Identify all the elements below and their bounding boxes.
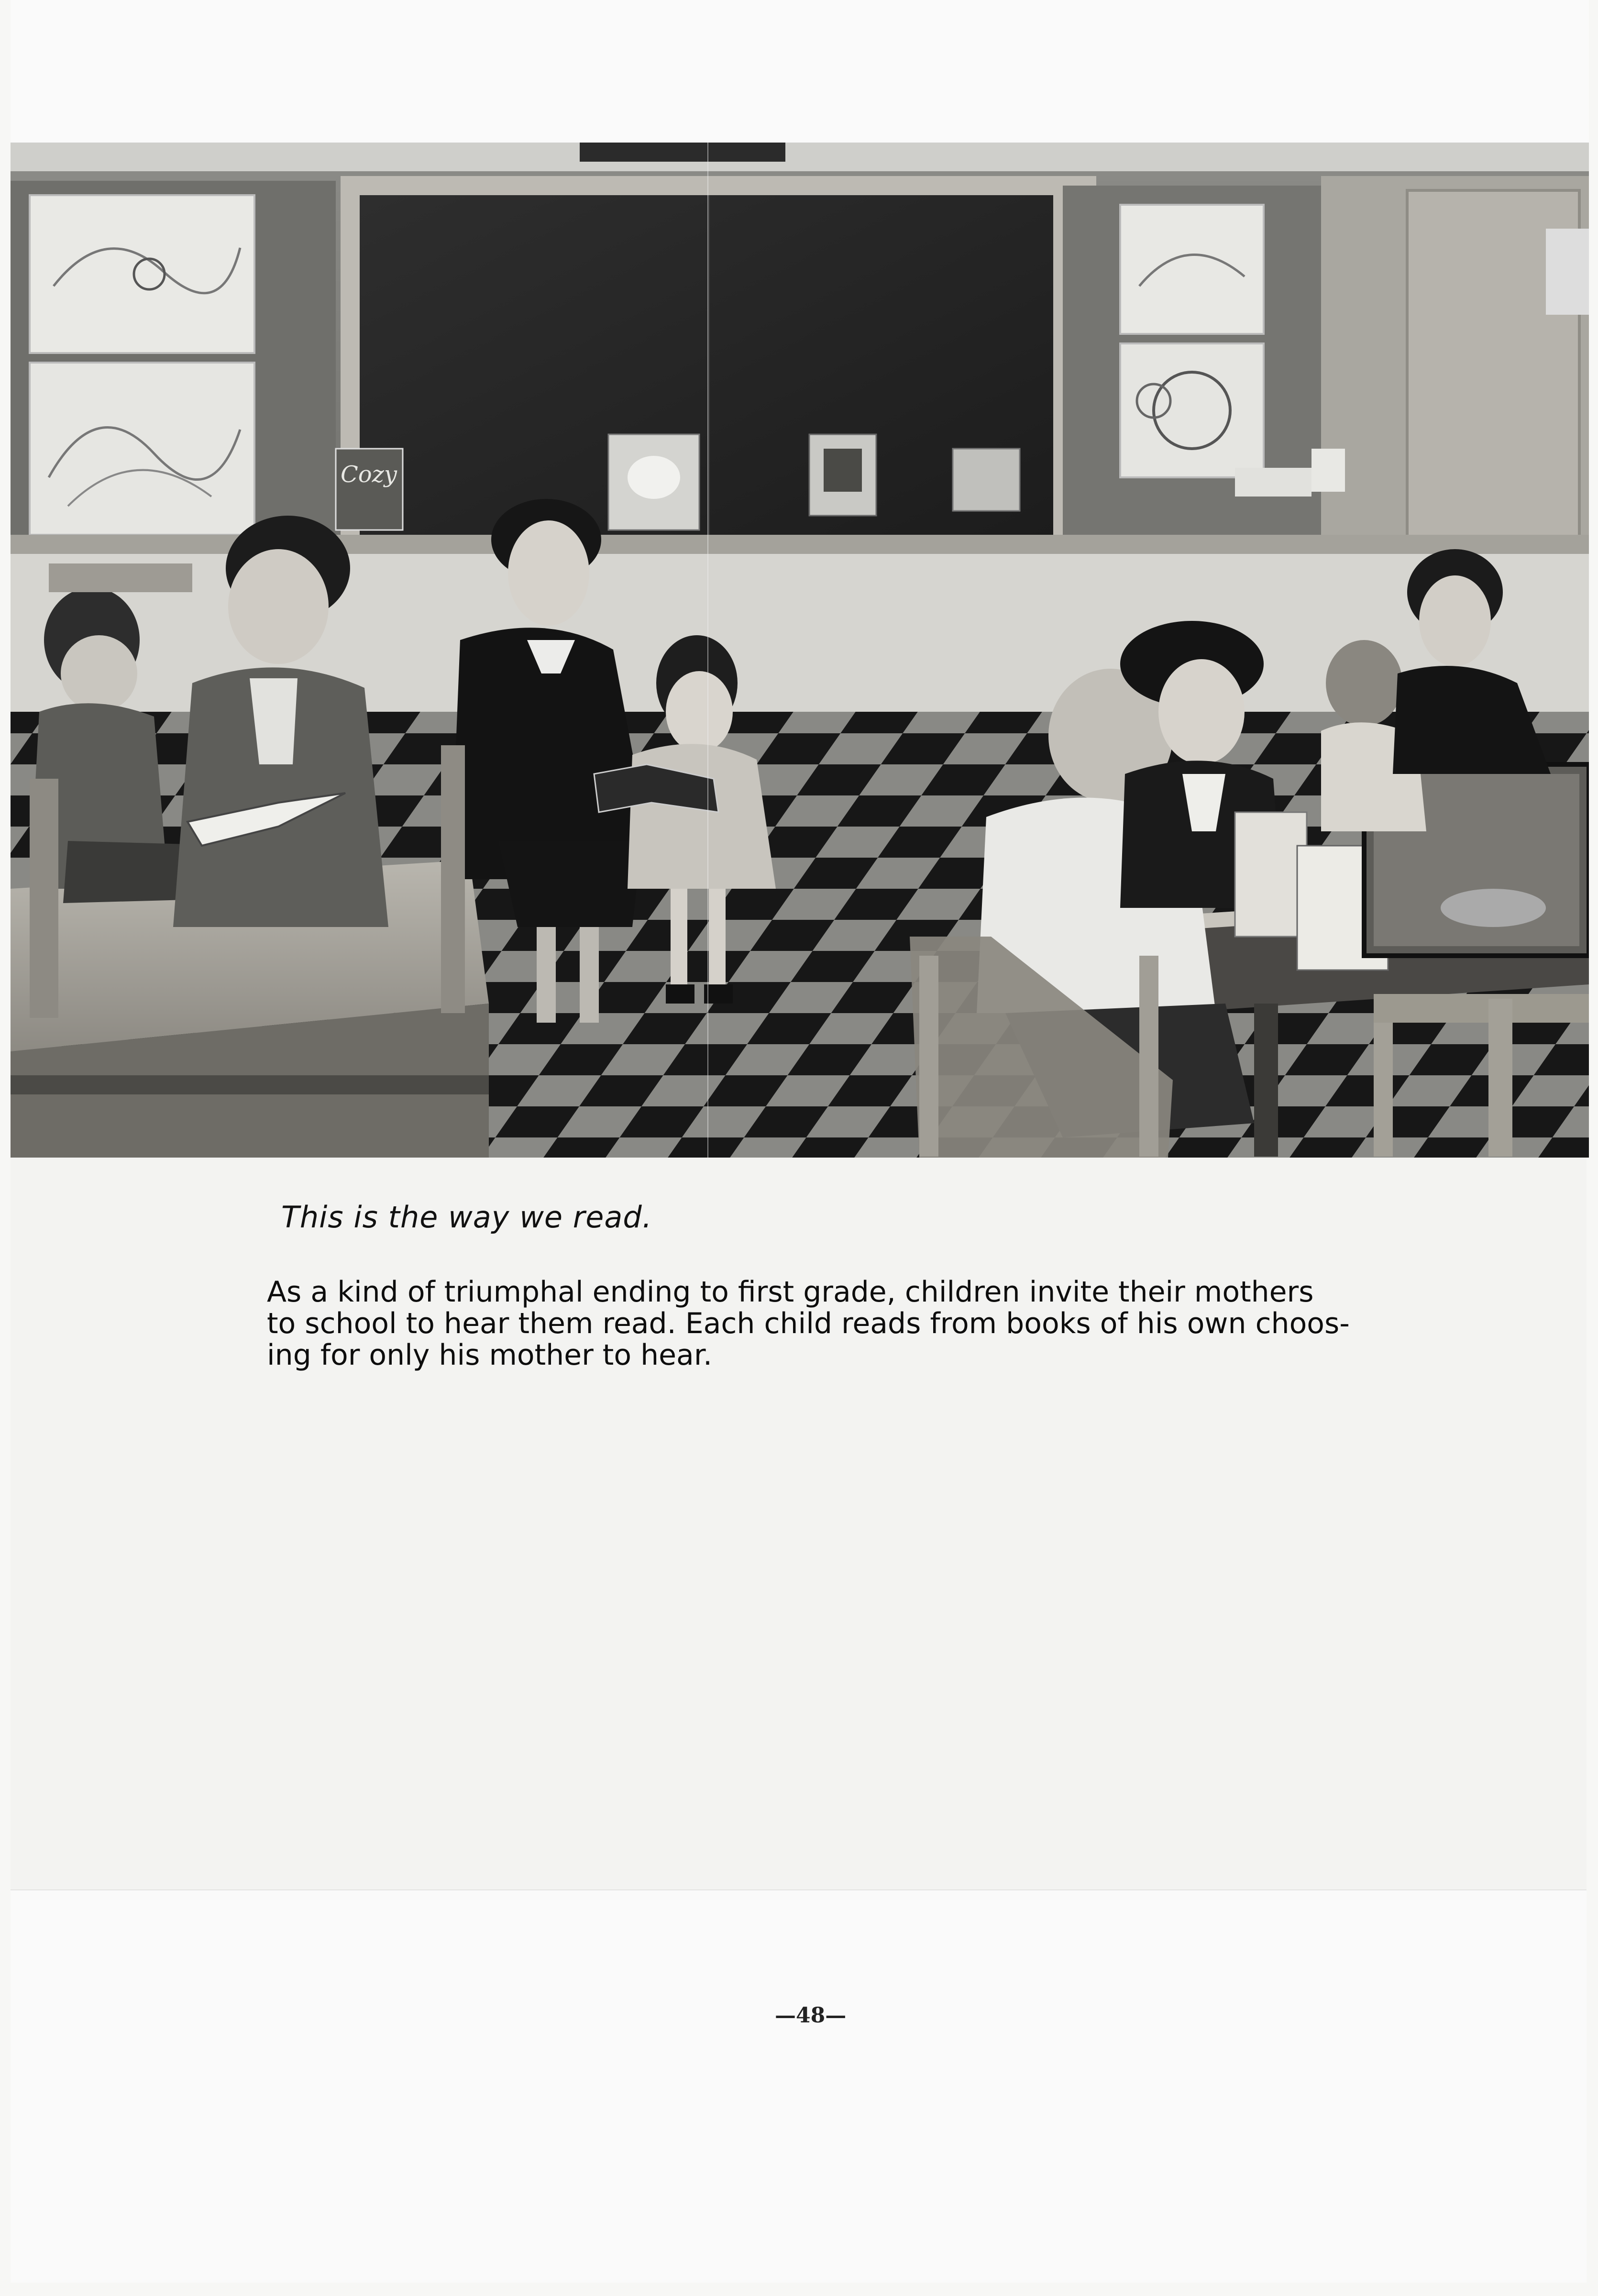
page-bottom-margin (11, 1890, 1587, 2283)
caption-line: As a kind of triumphal ending to first grade, children invite their mothers (267, 1275, 1314, 1309)
book-cover-title: Cozy (341, 461, 397, 488)
text-panel (11, 1158, 1587, 1890)
caption-title: This is the way we read. (281, 1200, 652, 1235)
page-number: —48— (775, 2003, 847, 2028)
caption-line: ing for only his mother to hear. (267, 1338, 713, 1372)
page-top-margin (11, 0, 1589, 144)
caption-line: to school to hear them read. Each child reads from books of his own choos- (267, 1307, 1350, 1340)
caption-body (267, 1276, 1415, 1371)
classroom-photograph (11, 143, 1589, 1158)
